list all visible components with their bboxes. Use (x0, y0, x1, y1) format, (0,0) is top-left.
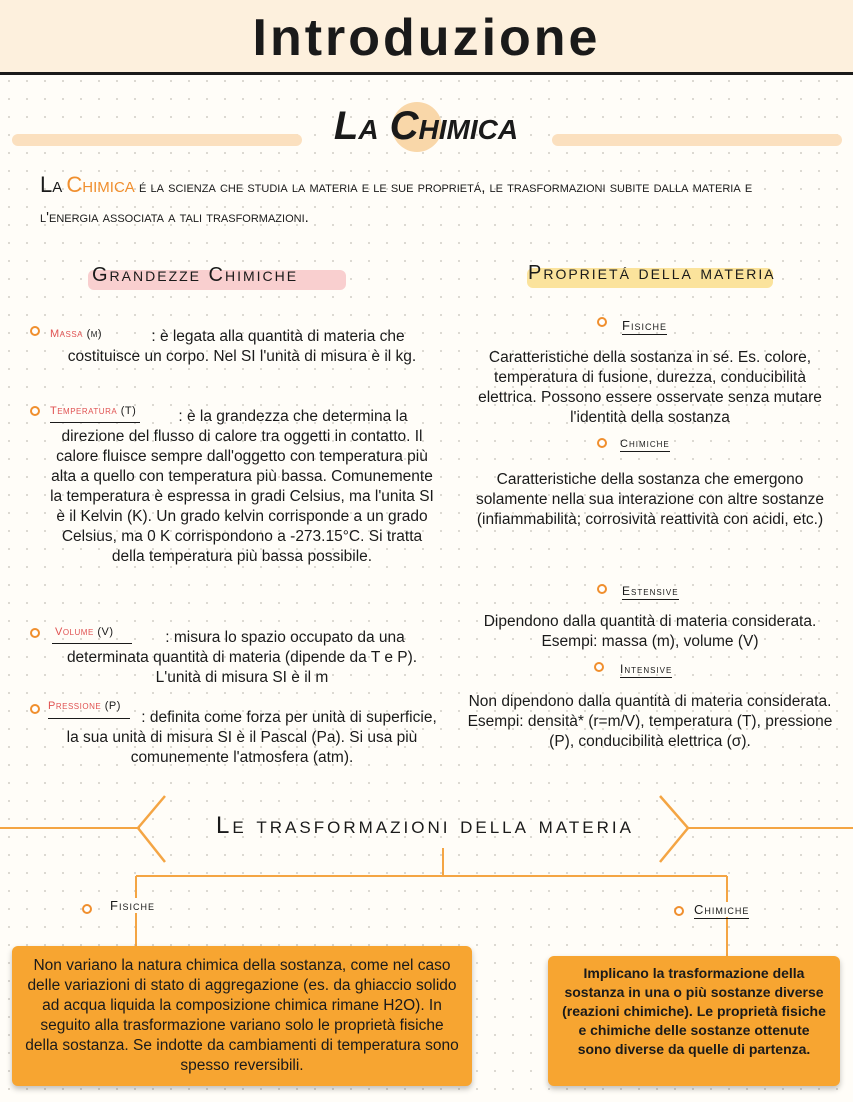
prop-estensive-label: Estensive (622, 584, 679, 598)
page-title: Introduzione (252, 9, 601, 67)
bullet-icon (674, 906, 684, 916)
bullet-icon (597, 438, 607, 448)
trasf-fisiche-text: Non variano la natura chimica della sostanza, come nel caso delle variazioni di stato di aggregazione (es. da ghiaccio solido ad acqua liquida la composizione chimica rimane H2O). In seguito alla trasformazione variano solo le proprietà fisiche della sostanza. Se indotte da cambiamenti di temperatura sono spesso reversibili. (25, 957, 459, 1074)
term-massa: Massa (m) (50, 328, 103, 340)
chimica-definition (40, 170, 800, 233)
title-divider (0, 72, 853, 75)
prop-fisiche-text: Caratteristiche della sostanza in sé. Es. colore, temperatura di fusione, durezza, conducibilità elettrica. Possono essere osservate senza mutare l'identità della sostanza (478, 349, 822, 426)
bullet-icon (594, 662, 604, 672)
trasf-chimiche-box (548, 956, 840, 1086)
prop-estensive-text: Dipendono dalla quantità di materia considerata. Esempi: massa (m), volume (V) (483, 613, 817, 650)
bullet-icon (30, 406, 40, 416)
pressione-text: : definita come forza per unità di superficie, la sua unità di misura SI è il Pascal (Pa). Si usa più comunemente l'atmosfera (atm). (66, 709, 437, 766)
subtitle: La Chimica (333, 104, 519, 148)
prop-intensive-text: Non dipendono dalla quantità di materia considerata. Esempi: densità* (r=m/V), temperatura (T), pressione (P), conducibilità elettrica (σ). (467, 693, 833, 750)
trasformazioni-title: Le trasformazioni della materia (216, 812, 634, 839)
bullet-icon (30, 326, 40, 336)
proprieta-title: Proprietá della materia (528, 262, 776, 284)
prop-fisiche-label: Fisiche (622, 318, 667, 333)
volume-text: : misura lo spazio occupato da una determinata quantità di materia (dipende da T e P). L'unità di misura SI è il m (66, 629, 418, 686)
bullet-icon (597, 317, 607, 327)
definition-prefix: La (40, 172, 63, 197)
term-temperatura: Temperatura (T) (50, 405, 137, 417)
definition-keyword: Chimica (66, 172, 135, 197)
temperatura-text: : è la grandezza che determina la direzione del flusso di calore tra oggetti in contatto. Il calore fluisce sempre dall'oggetto con temperatura più alta a quello con temperatura più bassa. Comunemente la temperatura è espressa in gradi Celsius, ma l'unita SI è il Kelvin (K). Un grado kelvin corrisponde a un grado Celsius, ma 0 K corrispondono a -273.15°C. Si tratta della temperatura più bassa possibile. (50, 408, 434, 565)
trasf-fisiche-box (12, 946, 472, 1086)
bullet-icon (30, 704, 40, 714)
prop-chimiche-text: Caratteristiche della sostanza che emergono solamente nella sua interazione con altre sostanze (infiammabilità; corrosività reattività con acidi, etc.) (475, 471, 825, 528)
term-volume: Volume (V) (55, 626, 114, 638)
prop-intensive-label: Intensive (620, 662, 673, 676)
prop-chimiche-label: Chimiche (620, 438, 670, 450)
bullet-icon (82, 904, 92, 914)
bullet-icon (30, 628, 40, 638)
term-pressione: Pressione (P) (48, 700, 121, 712)
trasf-chimiche-text: Implicano la trasformazione della sostanza in una o più sostanze diverse (reazioni chimiche). Le proprietà fisiche e chimiche delle sostanze ottenute sono diverse da quelle di partenza. (562, 965, 826, 1057)
grandezze-title: Grandezze Chimiche (92, 264, 299, 286)
subtitle-bar-left (12, 134, 302, 146)
definition-text: é la scienza che studia la materia e le sue proprietá, le trasformazioni subite dalla materia e l'energia associata a tali trasformazioni. (40, 179, 753, 226)
trasf-chimiche-label: Chimiche (690, 902, 753, 917)
bullet-icon (597, 584, 607, 594)
massa-text: : è legata alla quantità di materia che costituisce un corpo. Nel SI l'unità di misura è il kg. (67, 328, 417, 365)
subtitle-bar-right (552, 134, 842, 146)
trasf-fisiche-label: Fisiche (106, 898, 159, 913)
